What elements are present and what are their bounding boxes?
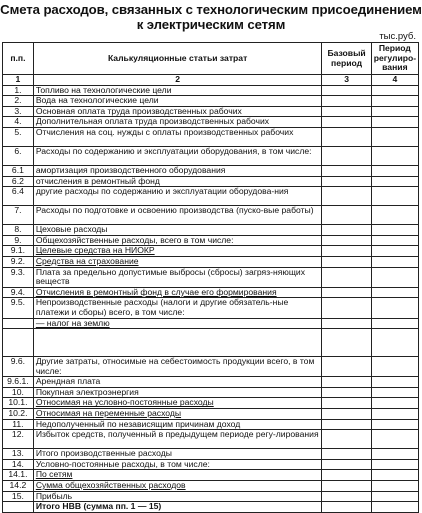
base-period-value (322, 267, 371, 287)
table-row (3, 491, 419, 502)
base-period-value (322, 85, 371, 96)
base-period-value (322, 235, 371, 246)
table-row (3, 256, 419, 267)
base-period-value (322, 106, 371, 117)
regulation-period-value (371, 409, 418, 420)
row-number-cell: 1. (3, 85, 34, 96)
row-number-cell (3, 502, 34, 513)
row-name-cell: Итого производственные расходы (33, 449, 322, 460)
row-number-cell (3, 318, 34, 329)
table-row (3, 287, 419, 298)
base-period-value (322, 225, 371, 236)
regulation-period-value (371, 398, 418, 409)
row-name-cell: Отчисления на соц. нужды с оплаты производственных рабочих (33, 127, 322, 146)
regulation-period-value (371, 430, 418, 449)
base-period-value (322, 176, 371, 187)
regulation-period-value (371, 267, 418, 287)
table-row (3, 246, 419, 257)
row-number-cell: 6.4 (3, 187, 34, 206)
row-name-cell: Относимая на переменные расходы (33, 409, 322, 420)
row-number-cell: 7. (3, 206, 34, 225)
row-name-cell: Другие затраты, относимые на себестоимость продукции всего, в том числе: (33, 357, 322, 377)
header-num: п.п. (3, 43, 34, 75)
base-period-value (322, 491, 371, 502)
base-period-value (322, 398, 371, 409)
regulation-period-value (371, 85, 418, 96)
table-row (3, 449, 419, 460)
row-number-cell: 3. (3, 106, 34, 117)
table-row (3, 206, 419, 225)
row-number-cell: 10. (3, 387, 34, 398)
row-number-cell: 11. (3, 419, 34, 430)
row-number-cell: 14.1. (3, 470, 34, 481)
row-name-cell: амортизация производственного оборудования (33, 165, 322, 176)
base-period-value (322, 287, 371, 298)
base-period-value (322, 329, 371, 357)
table-row (3, 481, 419, 492)
base-period-value (322, 246, 371, 257)
row-name-cell: Арендная плата (33, 377, 322, 388)
table-row (3, 318, 419, 329)
row-number-cell: 10.1. (3, 398, 34, 409)
regulation-period-value (371, 225, 418, 236)
base-period-value (322, 187, 371, 206)
row-number-cell: 9.6. (3, 357, 34, 377)
regulation-period-value (371, 235, 418, 246)
regulation-period-value (371, 117, 418, 128)
row-number-cell: 9.3. (3, 267, 34, 287)
row-name-cell (33, 329, 322, 357)
row-number-cell: 10.2. (3, 409, 34, 420)
header-base-period: Базовый период (322, 43, 371, 75)
regulation-period-value (371, 96, 418, 107)
row-name-cell: Основная оплата труда производственных рабочих (33, 106, 322, 117)
base-period-value (322, 298, 371, 318)
base-period-value (322, 470, 371, 481)
base-period-value (322, 96, 371, 107)
regulation-period-value (371, 502, 418, 513)
row-number-cell: 8. (3, 225, 34, 236)
row-name-cell: Цеховые расходы (33, 225, 322, 236)
table-row (3, 430, 419, 449)
table-header-row (3, 43, 419, 75)
table-row (3, 470, 419, 481)
table-row (3, 267, 419, 287)
row-number-cell: 13. (3, 449, 34, 460)
base-period-value (322, 430, 371, 449)
regulation-period-value (371, 127, 418, 146)
base-period-value (322, 165, 371, 176)
base-period-value (322, 409, 371, 420)
row-number-cell: 6. (3, 146, 34, 165)
regulation-period-value (371, 419, 418, 430)
table-row (3, 117, 419, 128)
table-row (3, 409, 419, 420)
base-period-value (322, 481, 371, 492)
base-period-value (322, 127, 371, 146)
cost-estimate-table (2, 42, 419, 513)
row-name-cell: Общехозяйственные расходы, всего в том числе: (33, 235, 322, 246)
regulation-period-value (371, 459, 418, 470)
row-number-cell: 9.2. (3, 256, 34, 267)
row-number-cell: 2. (3, 96, 34, 107)
index-cell: 4 (371, 75, 418, 86)
table-row (3, 96, 419, 107)
regulation-period-value (371, 146, 418, 165)
row-number-cell: 4. (3, 117, 34, 128)
regulation-period-value (371, 357, 418, 377)
table-row (3, 146, 419, 165)
table-index-row (3, 75, 419, 86)
row-number-cell: 9.6.1. (3, 377, 34, 388)
regulation-period-value (371, 377, 418, 388)
regulation-period-value (371, 165, 418, 176)
base-period-value (322, 419, 371, 430)
table-row (3, 187, 419, 206)
base-period-value (322, 357, 371, 377)
table-row (3, 225, 419, 236)
row-name-cell: Итого НВВ (сумма пп. 1 — 15) (33, 502, 322, 513)
table-row (3, 357, 419, 377)
row-name-cell: Дополнительная оплата труда производственных рабочих (33, 117, 322, 128)
regulation-period-value (371, 481, 418, 492)
row-name-cell: Целевые средства на НИОКР (33, 246, 322, 257)
row-number-cell: 6.2 (3, 176, 34, 187)
row-number-cell: 6.1 (3, 165, 34, 176)
row-name-cell: Недополученный по независящим причинам доход (33, 419, 322, 430)
header-name: Калькуляционные статьи затрат (33, 43, 322, 75)
regulation-period-value (371, 449, 418, 460)
table-row (3, 377, 419, 388)
index-cell: 3 (322, 75, 371, 86)
base-period-value (322, 256, 371, 267)
regulation-period-value (371, 287, 418, 298)
base-period-value (322, 502, 371, 513)
row-number-cell: 5. (3, 127, 34, 146)
base-period-value (322, 206, 371, 225)
index-cell: 2 (33, 75, 322, 86)
regulation-period-value (371, 246, 418, 257)
base-period-value (322, 117, 371, 128)
regulation-period-value (371, 298, 418, 318)
table-row (3, 127, 419, 146)
row-number-cell: 14.2 (3, 481, 34, 492)
page-title (0, 2, 422, 32)
row-name-cell: отчисления в ремонтный фонд (33, 176, 322, 187)
table-row (3, 398, 419, 409)
row-name-cell: другие расходы по содержанию и эксплуатации оборудова-ния (33, 187, 322, 206)
row-name-cell: Покупная электроэнергия (33, 387, 322, 398)
table-row (3, 419, 419, 430)
regulation-period-value (371, 470, 418, 481)
row-name-cell: Расходы по содержанию и эксплуатации оборудования, в том числе: (33, 146, 322, 165)
table-row (3, 106, 419, 117)
row-name-cell: Топливо на технологические цели (33, 85, 322, 96)
row-number-cell: 14. (3, 459, 34, 470)
regulation-period-value (371, 318, 418, 329)
row-name-cell: Расходы по подготовке и освоению производства (пуско-вые работы) (33, 206, 322, 225)
row-number-cell: 9.1. (3, 246, 34, 257)
regulation-period-value (371, 106, 418, 117)
regulation-period-value (371, 256, 418, 267)
row-name-cell: Вода на технологические цели (33, 96, 322, 107)
title-line-1: Смета расходов, связанных с технологическим присоединением (0, 2, 422, 17)
table-row (3, 459, 419, 470)
header-regulation-period: Период регулиро-вания (371, 43, 418, 75)
units-label: тыс.руб. (379, 31, 416, 42)
title-line-2: к электрическим сетям (136, 17, 286, 32)
row-number-cell (3, 329, 34, 357)
table-row (3, 235, 419, 246)
row-name-cell: Средства на страхование (33, 256, 322, 267)
base-period-value (322, 459, 371, 470)
table-row (3, 298, 419, 318)
base-period-value (322, 449, 371, 460)
table-row (3, 176, 419, 187)
regulation-period-value (371, 176, 418, 187)
row-name-cell: Условно-постоянные расходы, в том числе: (33, 459, 322, 470)
row-number-cell: 15. (3, 491, 34, 502)
regulation-period-value (371, 329, 418, 357)
base-period-value (322, 146, 371, 165)
table-row (3, 329, 419, 357)
base-period-value (322, 318, 371, 329)
row-name-cell: По сетям (33, 470, 322, 481)
row-name-cell: Избыток средств, полученный в предыдущем периоде регу-лирования (33, 430, 322, 449)
table-body (3, 85, 419, 512)
row-number-cell: 9.4. (3, 287, 34, 298)
base-period-value (322, 377, 371, 388)
row-name-cell: Сумма общехозяйственных расходов (33, 481, 322, 492)
regulation-period-value (371, 187, 418, 206)
row-name-cell: Плата за предельно допустимые выбросы (сбросы) загряз-няющих веществ (33, 267, 322, 287)
row-name-cell: Непроизводственные расходы (налоги и другие обязатель-ные платежи и сборы) всего, в том числе: (33, 298, 322, 318)
base-period-value (322, 387, 371, 398)
regulation-period-value (371, 491, 418, 502)
row-name-cell: Отчисления в ремонтный фонд в случае его формирования (33, 287, 322, 298)
row-name-cell: Относимая на условно-постоянные расходы (33, 398, 322, 409)
table-row (3, 387, 419, 398)
regulation-period-value (371, 206, 418, 225)
table-row (3, 165, 419, 176)
index-cell: 1 (3, 75, 34, 86)
row-number-cell: 9. (3, 235, 34, 246)
row-name-cell: Прибыль (33, 491, 322, 502)
regulation-period-value (371, 387, 418, 398)
row-number-cell: 9.5. (3, 298, 34, 318)
row-name-cell: — налог на землю (33, 318, 322, 329)
row-number-cell: 12. (3, 430, 34, 449)
table-row (3, 502, 419, 513)
table-row (3, 85, 419, 96)
